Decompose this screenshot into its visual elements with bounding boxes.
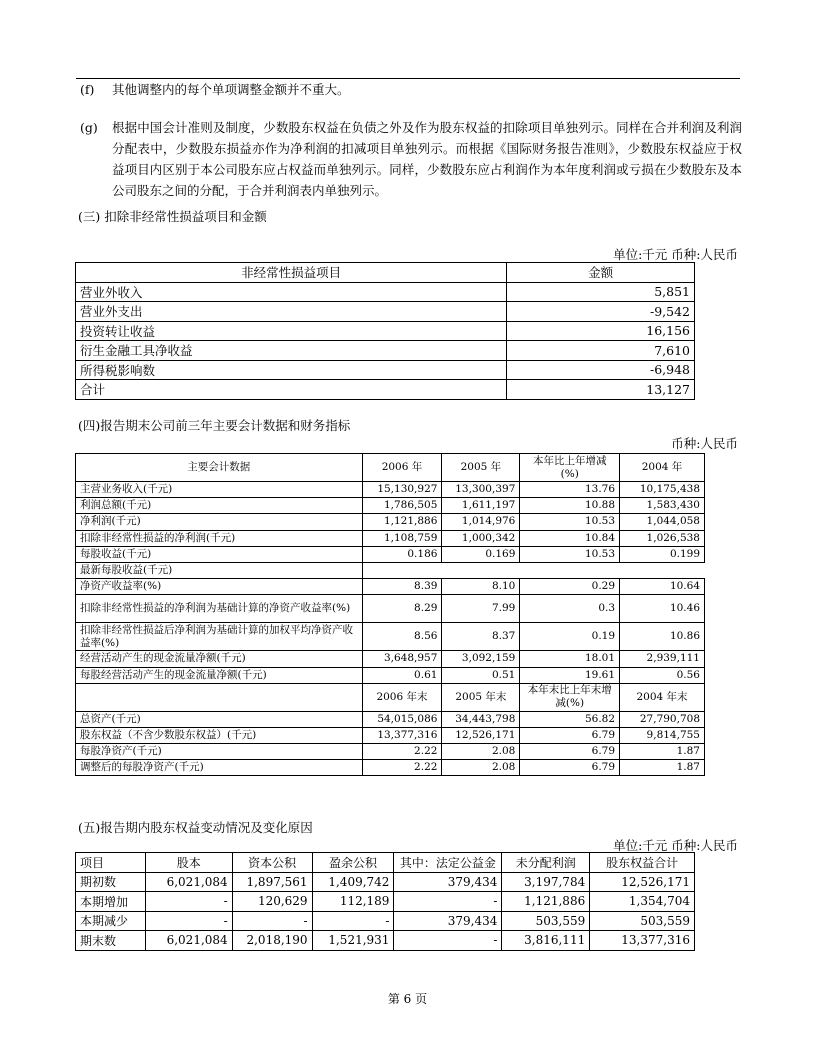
table-header: 项目 <box>76 853 146 873</box>
table-cell: 10.84 <box>520 530 620 546</box>
table-cell: 2,939,111 <box>620 651 705 667</box>
table-cell: 0.61 <box>362 667 442 683</box>
table-cell: 2,018,190 <box>232 931 312 951</box>
table-cell: 6.79 <box>520 727 620 743</box>
table-header: 主要会计数据 <box>76 454 363 482</box>
table-header: 股本 <box>145 853 232 873</box>
section5-unit: 单位:千元 币种:人民币 <box>613 838 738 853</box>
table-cell: 7,610 <box>507 341 695 361</box>
table-cell: 3,197,784 <box>502 872 590 892</box>
table-cell: 10.88 <box>520 498 620 514</box>
table-cell: 10.53 <box>520 514 620 530</box>
table-cell: 0.169 <box>442 546 520 562</box>
table-cell: 0.56 <box>620 667 705 683</box>
table-cell: 5,851 <box>507 282 695 302</box>
note-f-label: (f) <box>80 82 95 97</box>
table-cell: 12,526,171 <box>590 872 695 892</box>
table-cell: 1,583,430 <box>620 498 705 514</box>
table-cell: 1,026,538 <box>620 530 705 546</box>
section4-title: (四)报告期末公司前三年主要会计数据和财务指标 <box>78 418 351 433</box>
table-cell: 13,127 <box>507 380 695 400</box>
table-row <box>76 282 695 302</box>
table-row <box>76 498 705 514</box>
table-cell: 15,130,927 <box>362 482 442 498</box>
key-financial-data-table <box>75 453 705 776</box>
table-row <box>76 931 695 951</box>
table-cell: 8.39 <box>362 579 442 595</box>
table-cell: 1,108,759 <box>362 530 442 546</box>
table-cell: 1,121,886 <box>502 892 590 912</box>
table-row <box>76 562 705 578</box>
table-cell: 6,021,084 <box>145 931 232 951</box>
table-row <box>76 892 695 912</box>
table-cell: - <box>232 911 312 931</box>
table-cell: 379,434 <box>394 911 502 931</box>
table-cell: 10,175,438 <box>620 482 705 498</box>
table-cell: 120,629 <box>232 892 312 912</box>
table-cell: 1,121,886 <box>362 514 442 530</box>
table-cell: -6,948 <box>507 360 695 380</box>
table-row <box>76 514 705 530</box>
table-cell: 379,434 <box>394 872 502 892</box>
table-cell: 最新每股收益(千元) <box>76 562 363 578</box>
table-row <box>76 341 695 361</box>
table-row <box>76 727 705 743</box>
table-cell: - <box>145 911 232 931</box>
table-cell: - <box>394 892 502 912</box>
table-row <box>76 546 705 562</box>
table-cell: 利润总额(千元) <box>76 498 363 514</box>
table-cell: 19.61 <box>520 667 620 683</box>
table-cell: 112,189 <box>312 892 394 912</box>
table-cell: 503,559 <box>502 911 590 931</box>
table-cell: 合计 <box>76 380 507 400</box>
table-cell: 扣除非经常性损益的净利润(千元) <box>76 530 363 546</box>
table-header: 2006 年末 <box>362 683 442 711</box>
table-row <box>76 321 695 341</box>
section5-title: (五)报告期内股东权益变动情况及变化原因 <box>78 820 313 835</box>
table-header: 金额 <box>507 263 695 283</box>
section3-title: (三) 扣除非经常性损益项目和金额 <box>78 209 267 224</box>
table-row <box>76 667 705 683</box>
table-cell: 扣除非经常性损益后净利润为基础计算的加权平均净资产收益率(%) <box>76 623 363 651</box>
table-cell: 净资产收益率(%) <box>76 579 363 595</box>
table-header: 盈余公积 <box>312 853 394 873</box>
table-cell: 13.76 <box>520 482 620 498</box>
table-cell: - <box>312 911 394 931</box>
table-row <box>76 911 695 931</box>
table-cell: 6.79 <box>520 760 620 776</box>
table-cell: 0.3 <box>520 595 620 623</box>
table-header: 本年比上年增减(%) <box>520 454 620 482</box>
table-cell: 8.56 <box>362 623 442 651</box>
table-cell: 0.29 <box>520 579 620 595</box>
table-row <box>76 760 705 776</box>
table-cell: 7.99 <box>442 595 520 623</box>
table-row <box>76 623 705 651</box>
table-cell: 1,897,561 <box>232 872 312 892</box>
table-cell: 10.86 <box>620 623 705 651</box>
table-cell: 1,521,931 <box>312 931 394 951</box>
section4-unit: 币种:人民币 <box>671 436 738 451</box>
table-cell: 10.64 <box>620 579 705 595</box>
table-cell <box>442 562 520 578</box>
table-cell: 10.46 <box>620 595 705 623</box>
table-cell: 每股收益(千元) <box>76 546 363 562</box>
table-cell: 1,611,197 <box>442 498 520 514</box>
table-cell: 总资产(千元) <box>76 711 363 727</box>
table-cell: 13,377,316 <box>362 727 442 743</box>
non-recurring-items-table <box>75 262 695 400</box>
table-row <box>76 744 705 760</box>
table-header: 资本公积 <box>232 853 312 873</box>
table-cell: 2.08 <box>442 744 520 760</box>
table-cell: 10.53 <box>520 546 620 562</box>
table-cell: 34,443,798 <box>442 711 520 727</box>
table-cell: 2.08 <box>442 760 520 776</box>
table-cell: 8.29 <box>362 595 442 623</box>
table-cell: 8.10 <box>442 579 520 595</box>
table-cell: 0.199 <box>620 546 705 562</box>
table-cell: 1,786,505 <box>362 498 442 514</box>
equity-changes-table <box>75 852 695 951</box>
table-row <box>76 380 695 400</box>
table-header: 2006 年 <box>362 454 442 482</box>
table-cell: 3,648,957 <box>362 651 442 667</box>
table-cell: 营业外支出 <box>76 302 507 322</box>
table-cell <box>620 562 705 578</box>
table-cell: 调整后的每股净资产(千元) <box>76 760 363 776</box>
table-header <box>76 683 363 711</box>
table-cell: 主营业务收入(千元) <box>76 482 363 498</box>
table-header: 非经常性损益项目 <box>76 263 507 283</box>
table-cell: 期末数 <box>76 931 146 951</box>
table-row <box>76 651 705 667</box>
note-g-text: 根据中国会计准则及制度，少数股东权益在负债之外及作为股东权益的扣除项目单独列示。同样在合并利润及利润分配表中，少数股东损益亦作为净利润的扣减项目单独列示。而根据《国际财务报告准则》，少数股东权益应于权益项目内区别于本公司股东应占权益而单独列示。同样，少数股东应占利润作为本年度利润或亏损在少数股东及本公司股东之间的分配，于合并利润表内单独列示。 <box>112 120 742 198</box>
table-header: 2004 年末 <box>620 683 705 711</box>
table-cell: 1,000,342 <box>442 530 520 546</box>
table-header: 其中：法定公益金 <box>394 853 502 873</box>
note-f-text: 其他调整内的每个单项调整金额并不重大。 <box>112 82 350 97</box>
page-number: 第 6 页 <box>387 992 428 1006</box>
table-row <box>76 360 695 380</box>
table-cell: 净利润(千元) <box>76 514 363 530</box>
table-row <box>76 579 705 595</box>
table-cell: 1.87 <box>620 744 705 760</box>
table-cell: 1,014,976 <box>442 514 520 530</box>
table-cell: 54,015,086 <box>362 711 442 727</box>
table-header: 股东权益合计 <box>590 853 695 873</box>
table-cell: 本期减少 <box>76 911 146 931</box>
table-cell: 本期增加 <box>76 892 146 912</box>
table-cell: 衍生金融工具净收益 <box>76 341 507 361</box>
table-cell: 所得税影响数 <box>76 360 507 380</box>
table-cell: 13,300,397 <box>442 482 520 498</box>
table-cell: 经营活动产生的现金流量净额(千元) <box>76 651 363 667</box>
table-cell: 投资转让收益 <box>76 321 507 341</box>
table-cell: 每股净资产(千元) <box>76 744 363 760</box>
table-cell: -9,542 <box>507 302 695 322</box>
table-cell: 12,526,171 <box>442 727 520 743</box>
table-cell: 0.186 <box>362 546 442 562</box>
table-cell: 1,409,742 <box>312 872 394 892</box>
table-cell: 27,790,708 <box>620 711 705 727</box>
table-row <box>76 530 705 546</box>
table-cell: 股东权益（不含少数股东权益）(千元) <box>76 727 363 743</box>
table-cell: 18.01 <box>520 651 620 667</box>
table-row <box>76 711 705 727</box>
table-cell: 8.37 <box>442 623 520 651</box>
table-cell: 2.22 <box>362 760 442 776</box>
table-header: 2004 年 <box>620 454 705 482</box>
table-cell: 16,156 <box>507 321 695 341</box>
table-cell <box>520 562 620 578</box>
table-cell: 每股经营活动产生的现金流量净额(千元) <box>76 667 363 683</box>
table-row <box>76 595 705 623</box>
note-g-label: (g) <box>80 120 98 135</box>
table-cell: 56.82 <box>520 711 620 727</box>
section3-unit: 单位:千元 币种:人民币 <box>613 247 738 262</box>
table-cell: 营业外收入 <box>76 282 507 302</box>
table-cell: 1,354,704 <box>590 892 695 912</box>
table-header: 2005 年 <box>442 454 520 482</box>
table-header: 2005 年末 <box>442 683 520 711</box>
table-row <box>76 872 695 892</box>
table-cell: 3,092,159 <box>442 651 520 667</box>
table-cell: - <box>145 892 232 912</box>
table-cell: 503,559 <box>590 911 695 931</box>
table-subheader-row <box>76 683 705 711</box>
table-cell: 1,044,058 <box>620 514 705 530</box>
table-row <box>76 302 695 322</box>
table-cell: 1.87 <box>620 760 705 776</box>
table-cell: 3,816,111 <box>502 931 590 951</box>
table-header: 未分配利润 <box>502 853 590 873</box>
table-cell: 13,377,316 <box>590 931 695 951</box>
table-header: 本年末比上年末增减(%) <box>520 683 620 711</box>
table-cell <box>362 562 442 578</box>
table-row <box>76 482 705 498</box>
table-cell: 期初数 <box>76 872 146 892</box>
table-cell: 6.79 <box>520 744 620 760</box>
table-cell: - <box>394 931 502 951</box>
table-cell: 扣除非经常性损益的净利润为基础计算的净资产收益率(%) <box>76 595 363 623</box>
table-cell: 0.51 <box>442 667 520 683</box>
table-cell: 6,021,084 <box>145 872 232 892</box>
table-cell: 9,814,755 <box>620 727 705 743</box>
table-cell: 2.22 <box>362 744 442 760</box>
table-cell: 0.19 <box>520 623 620 651</box>
